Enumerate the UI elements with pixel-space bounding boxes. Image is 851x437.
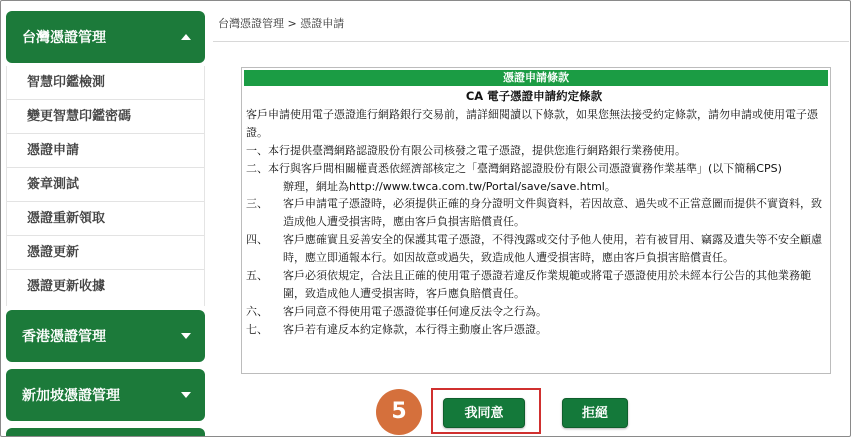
sidebar-section-singapore[interactable] — [6, 369, 205, 421]
clause-text: 客戶申請電子憑證時，必須提供正確的身分證明文件與資料，若因故意、過失或不正當意圖而提供不實資料，致造成他人遭受損害時，應由客戶負損害賠償責任。 — [283, 197, 822, 229]
clause-text: 本行提供臺灣網路認證股份有限公司核發之電子憑證，提供您進行網路銀行業務使用。 — [268, 143, 686, 157]
sidebar-section-label: 香港憑證管理 — [22, 329, 106, 345]
terms-clause — [246, 303, 822, 321]
chevron-down-icon — [181, 333, 191, 339]
sidebar-item-change-seal-password[interactable]: 變更智慧印鑑密碼 — [7, 100, 204, 134]
sidebar-section-next — [6, 428, 205, 437]
divider — [213, 41, 849, 42]
clause-text: 客戶必須依規定，合法且正確的使用電子憑證若違反作業規範或將電子憑證使用於未經本行公告的其他業務範圍，致造成他人遭受損害時，客戶應負賠償責任。 — [283, 269, 811, 300]
sidebar-section-label: 新加坡憑證管理 — [22, 388, 120, 404]
sidebar-section-label: 台灣憑證管理 — [22, 30, 106, 46]
breadcrumb: 台灣憑證管理 > 憑證申請 — [218, 17, 345, 30]
sidebar-item-certificate-renew[interactable]: 憑證更新 — [7, 236, 204, 270]
sidebar-item-certificate-reissue[interactable]: 憑證重新領取 — [7, 202, 204, 236]
terms-clause — [246, 178, 822, 196]
clause-number: 四、 — [246, 233, 268, 247]
sidebar-item-seal-check[interactable]: 智慧印鑑檢測 — [7, 66, 204, 100]
sidebar-submenu — [6, 66, 205, 306]
chevron-up-icon — [181, 34, 191, 40]
clause-text: 辦理，網址為http://www.twca.com.tw/Portal/save/save.html。 — [283, 179, 616, 193]
sidebar-section-taiwan[interactable] — [6, 11, 205, 63]
clause-number: 二、 — [246, 161, 268, 175]
clause-text: 客戶若有違反本約定條款，本行得主動廢止客戶憑證。 — [283, 322, 547, 336]
terms-box[interactable] — [241, 67, 831, 374]
terms-clause — [246, 160, 822, 178]
sidebar-item-renew-receipt[interactable]: 憑證更新收據 — [27, 279, 106, 294]
terms-intro: 客戶申請使用電子憑證進行網路銀行交易前，請詳細閱讀以下條款，如果您無法接受約定條款，請勿申請或使用電子憑證。 — [246, 107, 818, 139]
reject-button[interactable]: 拒絕 — [562, 398, 628, 428]
sidebar — [3, 3, 205, 436]
terms-clause — [246, 195, 822, 231]
clause-number: 五、 — [246, 269, 268, 283]
sidebar-item-certificate-apply[interactable]: 憑證申請 — [7, 134, 204, 168]
step-badge: 5 — [376, 389, 422, 435]
terms-clause — [246, 142, 822, 160]
clause-number: 七、 — [246, 322, 268, 336]
terms-clause — [246, 267, 822, 303]
terms-title: CA 電子憑證申請約定條款 — [465, 89, 603, 103]
agree-button[interactable]: 我同意 — [443, 398, 525, 428]
chevron-down-icon — [181, 392, 191, 398]
terms-body — [246, 88, 822, 369]
terms-clause — [246, 231, 822, 267]
sidebar-item-sign-test[interactable]: 簽章測試 — [7, 168, 204, 202]
clause-number: 一、 — [246, 143, 268, 157]
sidebar-section-hongkong[interactable] — [6, 310, 205, 362]
clause-text: 客戶應確實且妥善安全的保護其電子憑證，不得洩露或交付予他人使用，若有被冒用、竊露及遺失等不安全顧慮時，應立即通報本行。如因故意或過失，致造成他人遭受損害時，應由客戶負損害賠償責任。 — [283, 233, 822, 265]
clause-text: 本行與客戶間相關權責悉依經濟部核定之「臺灣網路認證股份有限公司憑證實務作業基準」(以下簡稱CPS) — [268, 161, 782, 175]
clause-text: 客戶同意不得使用電子憑證從事任何違反法令之行為。 — [283, 304, 547, 318]
clause-number: 三、 — [246, 197, 268, 211]
clause-number: 六、 — [246, 304, 268, 318]
terms-clause — [246, 321, 822, 339]
terms-header: 憑證申請條款 — [244, 70, 828, 86]
